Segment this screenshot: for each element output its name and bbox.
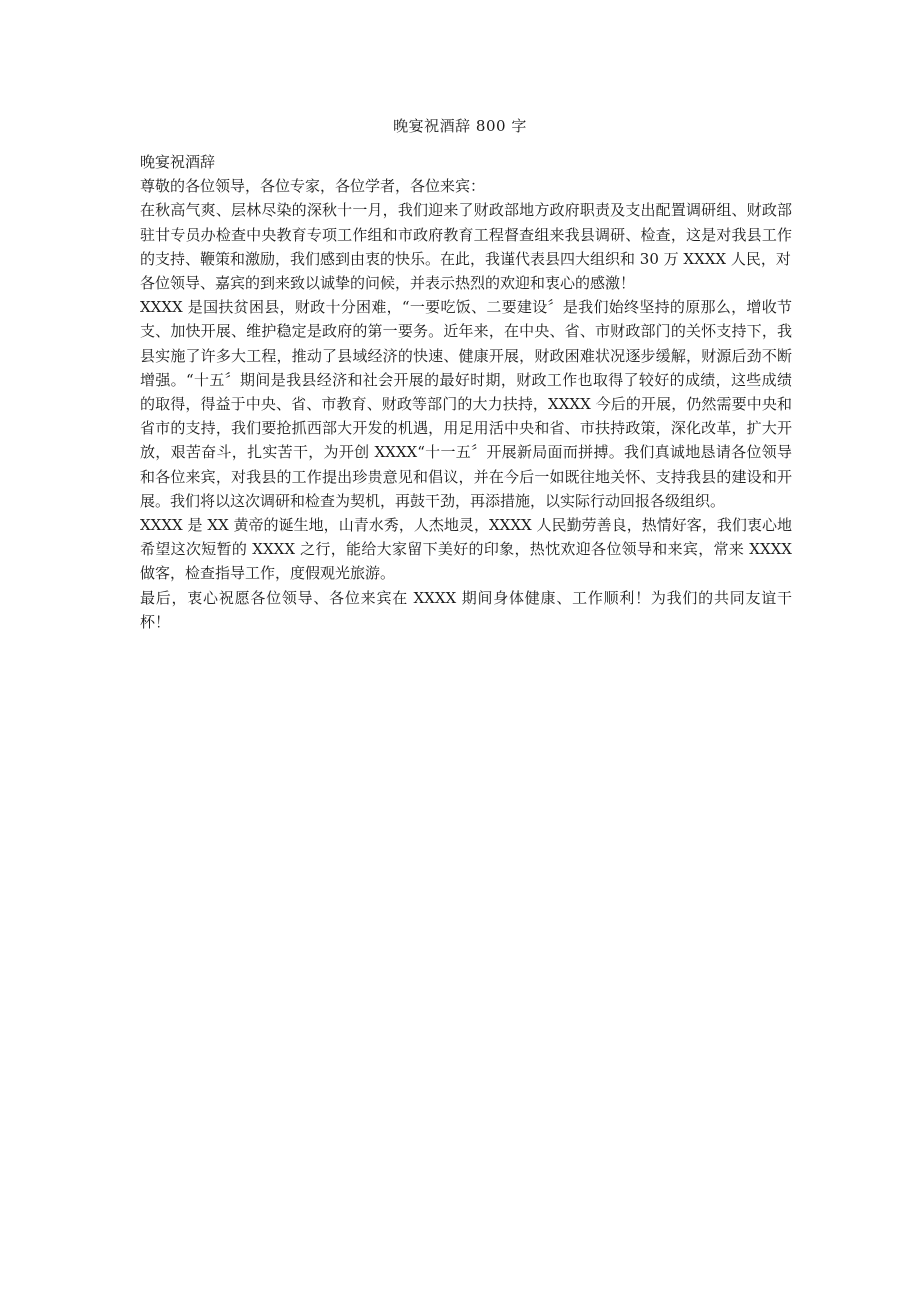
paragraph-greeting: 各位领导、嘉宾的到来致以诚挚的问候，并表示热烈的欢迎和衷心的感激！: [140, 274, 636, 293]
paragraph-welcome: 在秋高气爽、层林尽染的深秋十一月，我们迎来了财政部地方政府职责及支出配置调研组、财政部驻甘专员办检查中央教育专项工作组和市政府教育工程督查组来我县调研、检查，这是对我县工作的支持、鞭策和激励，我们感到由衷的快乐。在此，我谨代表县四大组织和 30 万 XXXX 人民，对: [140, 201, 792, 268]
document-body: [140, 150, 792, 634]
paragraph-hospitality: XXXX 是 XX 黄帝的诞生地，山青水秀，人杰地灵，XXXX 人民勤劳善良，热情好客，我们衷心地希望这次短暂的 XXXX 之行，能给大家留下美好的印象，热忱欢迎各位领导和来宾，常来 XXXX 做客，检查指导工作，度假观光旅游。: [140, 516, 792, 583]
paragraph-county-overview: XXXX 是国扶贫困县，财政十分困难，“一要吃饭、二要建设〞是我们始终坚持的原那么，增收节支、加快开展、维护稳定是政府的第一要务。近年来，在中央、省、市财政部门的关怀支持下，我县实施了许多大工程，推动了县域经济的快速、健康开展，财政困难状况逐步缓解，财源后劲不断增强。“十五〞期间是我县经济和社会开展的最好时期，财政工作也取得了较好的成绩，这些成绩的取得，得益于中央、省、市教育、财政等部门的大力扶持，XXXX 今后的开展，仍然需要中央和省市的支持，我们要抢抓西部大开发的机遇，用足用活中央和省、市扶持政策，深化改革，扩大开放，艰苦奋斗，扎实苦干，为开创 XXXX“十一五〞开展新局面而拼搏。我们真诚地恳请各位领导和各位来宾，对我县的工作提出珍贵意见和倡议，并在今后一如既往地关怀、支持我县的建设和开展。我们将以这次调研和检查为契机，再鼓干劲，再添措施，以实际行动回报各级组织。: [140, 298, 792, 510]
paragraph-salutation: 尊敬的各位领导，各位专家，各位学者，各位来宾：: [140, 177, 486, 196]
paragraph-toast: 最后，衷心祝愿各位领导、各位来宾在 XXXX 期间身体健康、工作顺利！为我们的共同友谊干杯！: [140, 588, 792, 631]
paragraph-heading: 晚宴祝酒辞: [140, 153, 216, 171]
document-title: 晚宴祝酒辞 800 字: [393, 117, 527, 135]
